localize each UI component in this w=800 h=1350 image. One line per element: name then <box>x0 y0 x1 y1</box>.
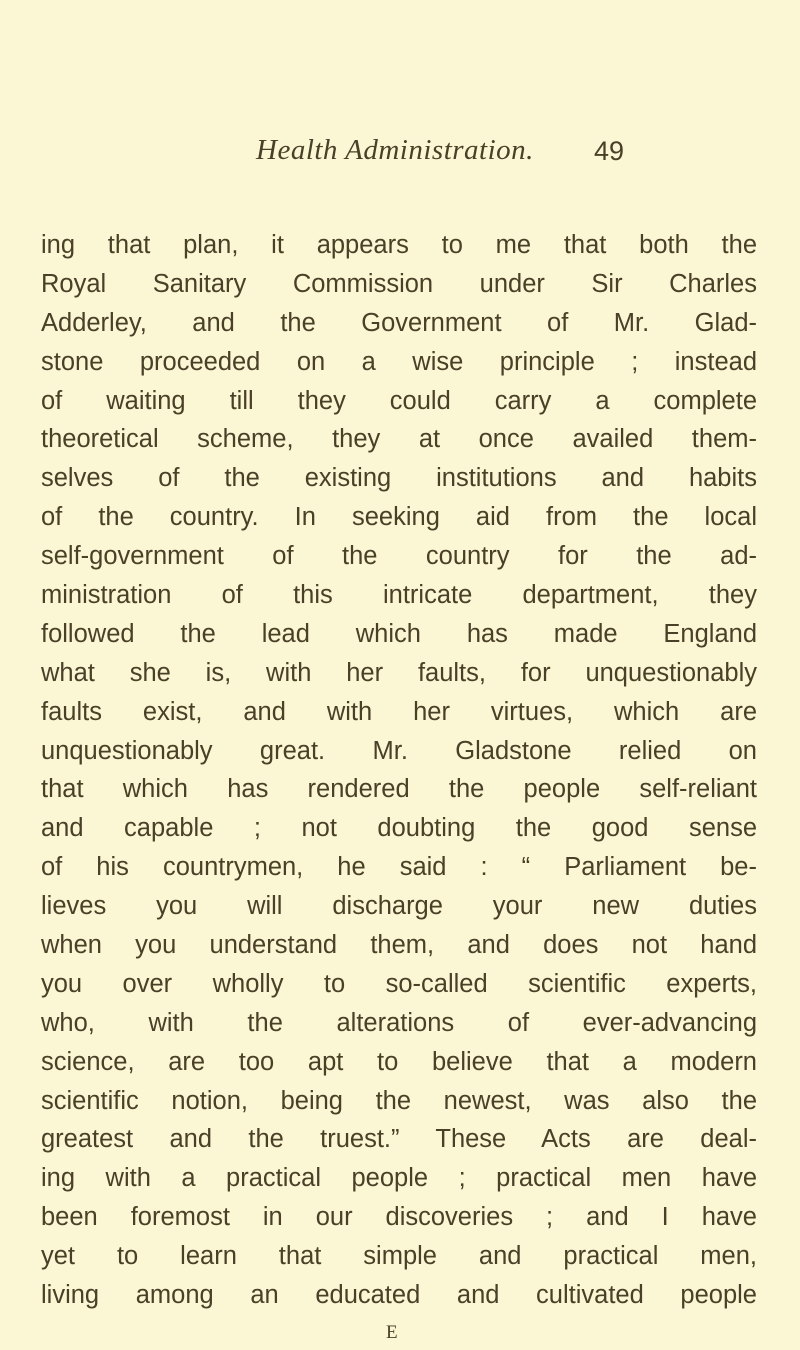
text-line: of waiting till they could carry a complete <box>41 386 757 415</box>
text-line: living among an educated and cultivated people <box>41 1281 757 1310</box>
running-header <box>0 134 800 174</box>
text-line: self-government of the country for the ad- <box>41 542 757 571</box>
text-line: Adderley, and the Government of Mr. Glad- <box>41 308 757 337</box>
running-title: Health Administration. <box>256 134 534 166</box>
text-line: yet to learn that simple and practical men, <box>41 1242 757 1271</box>
text-line: science, are too apt to believe that a modern <box>41 1047 757 1076</box>
text-line: of his countrymen, he said : “ Parliament be- <box>41 853 757 882</box>
text-line: who, with the alterations of ever-advancing <box>41 1008 757 1037</box>
text-line: ministration of this intricate department, they <box>41 581 757 610</box>
body-text <box>41 226 757 1315</box>
text-line: scientific notion, being the newest, was also the <box>41 1086 757 1115</box>
text-line: and capable ; not doubting the good sense <box>41 814 757 843</box>
text-line: selves of the existing institutions and habits <box>41 464 757 493</box>
text-line: faults exist, and with her virtues, which are <box>41 697 757 726</box>
text-line: unquestionably great. Mr. Gladstone relied on <box>41 736 757 765</box>
text-line: greatest and the truest.” These Acts are deal- <box>41 1125 757 1154</box>
text-line: ing with a practical people ; practical men have <box>41 1164 757 1193</box>
text-line: ing that plan, it appears to me that both the <box>41 231 757 259</box>
signature-mark: E <box>386 1322 398 1343</box>
text-line: you over wholly to so-called scientific experts, <box>41 969 757 998</box>
text-line: Royal Sanitary Commission under Sir Charles <box>41 269 757 298</box>
text-line: stone proceeded on a wise principle ; instead <box>41 347 757 376</box>
text-line: when you understand them, and does not hand <box>41 931 757 960</box>
text-line: lieves you will discharge your new duties <box>41 892 757 921</box>
text-line: of the country. In seeking aid from the local <box>41 503 757 532</box>
text-line: theoretical scheme, they at once availed them- <box>41 425 757 454</box>
text-line: that which has rendered the people self-reliant <box>41 775 757 804</box>
text-line: been foremost in our discoveries ; and I have <box>41 1203 757 1232</box>
text-line: what she is, with her faults, for unquestionably <box>41 658 757 687</box>
page-number: 49 <box>594 136 625 166</box>
text-line: followed the lead which has made England <box>41 619 757 648</box>
